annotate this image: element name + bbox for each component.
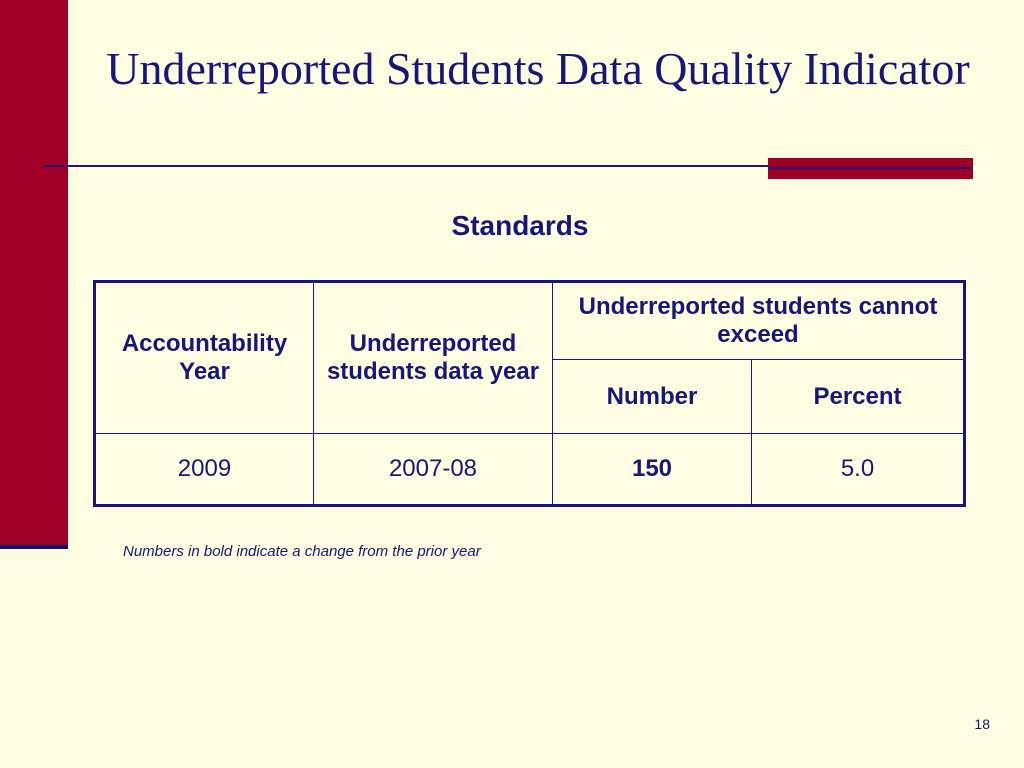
header-cannot-exceed: Underreported students cannot exceed [553,282,965,360]
cell-accountability-year: 2009 [95,434,314,506]
header-number: Number [553,360,752,434]
header-percent: Percent [752,360,965,434]
cell-percent: 5.0 [752,434,965,506]
slide-title: Underreported Students Data Quality Indicator [106,43,970,94]
standards-table [93,280,966,507]
cell-number: 150 [553,434,752,506]
footnote: Numbers in bold indicate a change from the prior year [123,543,481,560]
header-accountability-year: Accountability Year [95,282,314,434]
page-number: 18 [974,716,990,732]
section-heading: Standards [451,210,589,241]
left-accent-bar [0,0,68,545]
left-accent-line [0,545,68,549]
title-accent-block [768,158,973,179]
title-divider [44,165,774,167]
table-header-row [95,282,965,360]
cell-data-year: 2007-08 [314,434,553,506]
table-row [95,434,965,506]
header-data-year: Underreported students data year [314,282,553,434]
